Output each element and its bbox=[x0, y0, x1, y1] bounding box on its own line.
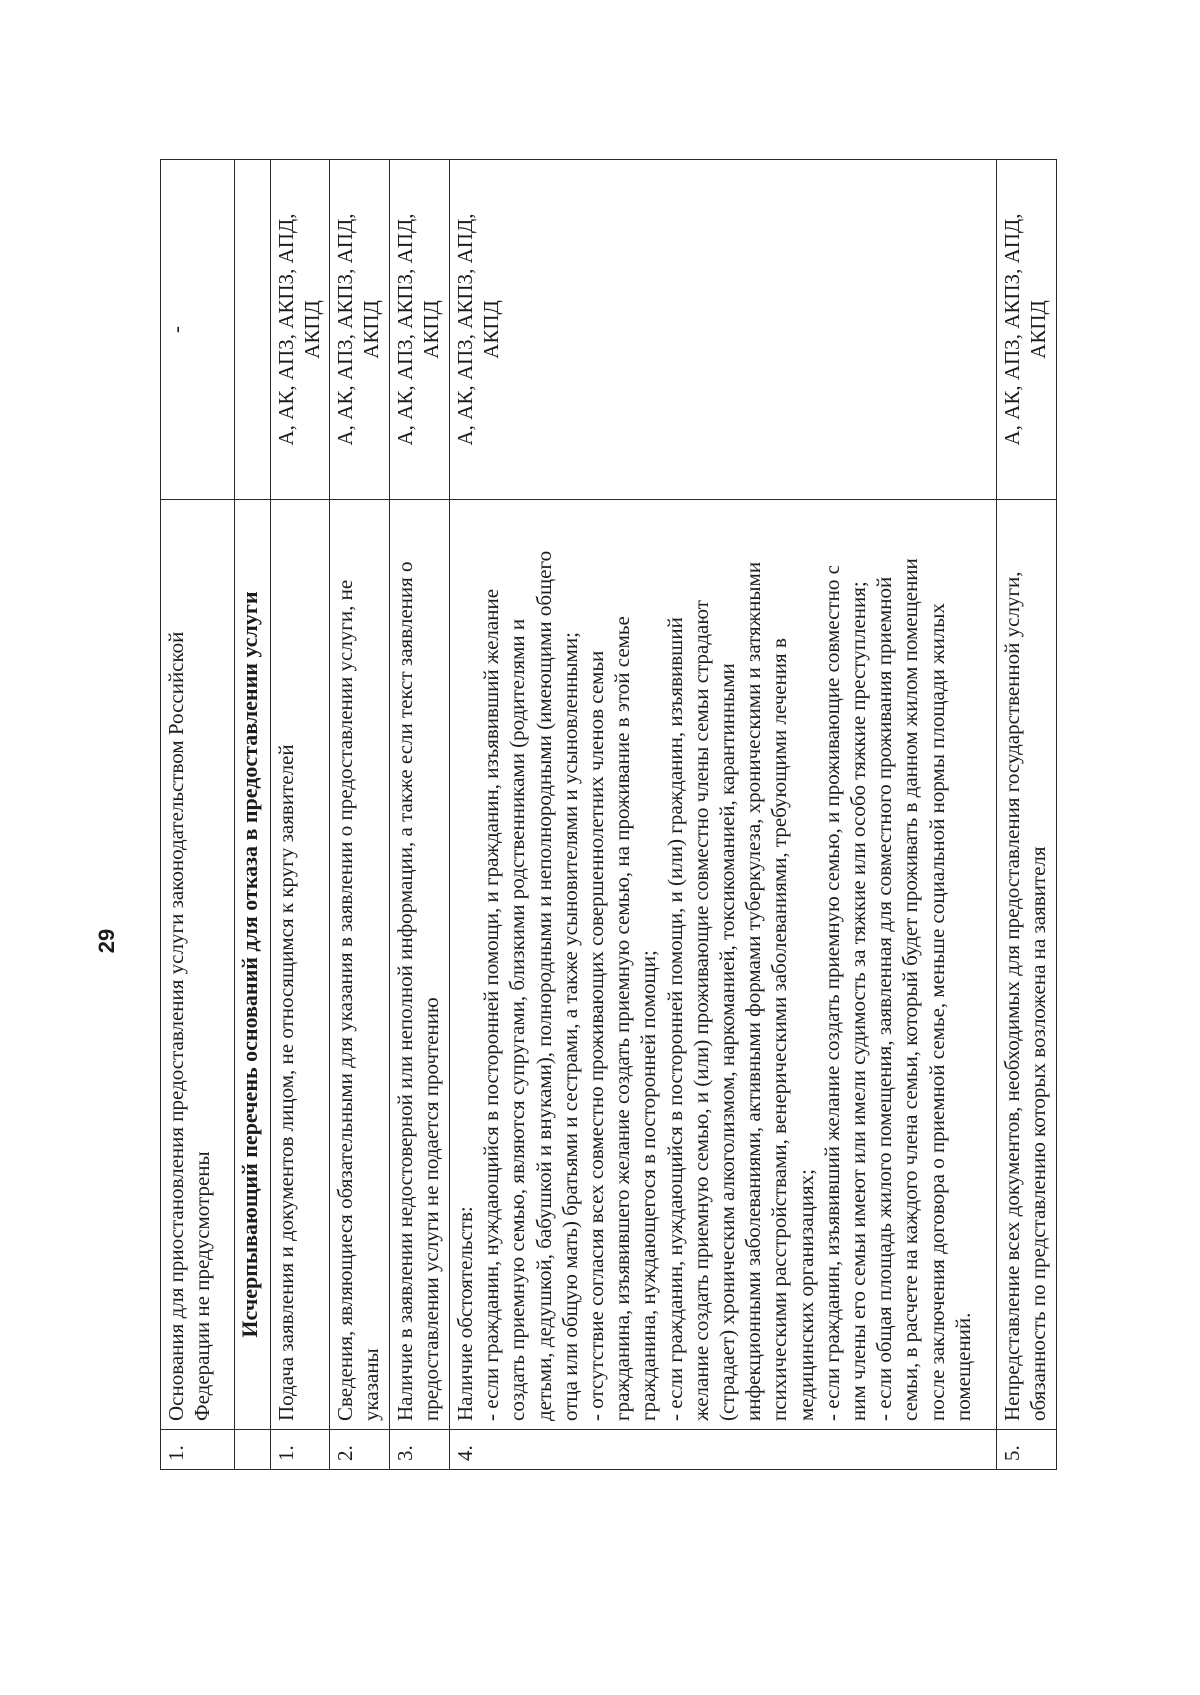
row-text bbox=[270, 500, 329, 1430]
text-line: медицинских организациях; bbox=[793, 1169, 818, 1421]
table-row bbox=[329, 160, 389, 1470]
text-line: обязанность по представлению которых возложена на заявителя bbox=[1026, 846, 1051, 1421]
row-text bbox=[329, 500, 389, 1430]
row-text bbox=[389, 500, 449, 1430]
grounds-table bbox=[160, 159, 1057, 1470]
table-section-heading-row bbox=[235, 160, 270, 1470]
text-line: указаны bbox=[359, 1348, 384, 1421]
row-codes bbox=[997, 160, 1057, 500]
row-number: 5. bbox=[997, 1430, 1057, 1470]
code-line: А, АК, АПЗ, АКПЗ, АПД, bbox=[392, 213, 417, 446]
text-line: - если гражданин, нуждающийся в посторонней помощи, и гражданин, изъявивший желание bbox=[479, 588, 504, 1421]
text-line: желание создать приемную семью, и (или) проживающие совместно члены семьи страдают bbox=[688, 600, 713, 1421]
code-line: АКПД bbox=[359, 300, 384, 359]
code-line: А, АК, АПЗ, АКПЗ, АПД, bbox=[452, 213, 477, 446]
text-line: Непредставление всех документов, необходимых для предоставления государственной услуги, bbox=[1000, 571, 1024, 1421]
row-number: 3. bbox=[389, 1430, 449, 1470]
heading-num-cell bbox=[235, 1430, 270, 1470]
table-row bbox=[270, 160, 329, 1470]
text-line: отца или общую мать) братьями и сестрами, а также усыновителями и усыновленными; bbox=[557, 632, 582, 1421]
row-number: 1. bbox=[161, 1430, 235, 1470]
text-line: Подача заявления и документов лицом, не относящимся к кругу заявителей bbox=[273, 744, 298, 1421]
code-line: АКПД bbox=[1026, 300, 1051, 359]
row-number: 2. bbox=[329, 1430, 389, 1470]
text-line: гражданина, изъявившего желание создать приемную семью, на проживание в этой семье bbox=[610, 616, 635, 1421]
table-row bbox=[389, 160, 449, 1470]
rotated-table-container bbox=[160, 160, 1057, 1470]
text-line: детьми, дедушкой, бабушкой и внуками), полнородными и неполнородными (имеющими общего bbox=[531, 550, 556, 1421]
section-heading: Исчерпывающий перечень оснований для отказа в предоставлении услуги bbox=[235, 500, 270, 1430]
code-line: АКПД bbox=[299, 300, 324, 359]
text-line: семьи, в расчете на каждого члена семьи, который будет проживать в данном жилом помещении bbox=[898, 558, 923, 1421]
code-line: АКПД bbox=[419, 300, 444, 359]
row-number: 1. bbox=[270, 1430, 329, 1470]
text-line: - если гражданин, нуждающийся в посторонней помощи, и (или) гражданин, изъявивший bbox=[662, 617, 687, 1421]
text-line: помещений. bbox=[950, 1312, 975, 1421]
code-line: А, АК, АПЗ, АКПЗ, АПД, bbox=[1000, 213, 1024, 446]
row-text bbox=[161, 500, 235, 1430]
text-line: предоставлении услуги не подается прочтению bbox=[419, 997, 444, 1421]
text-line: после заключения договора о приемной семье, меньше социальной нормы площади жилых bbox=[924, 603, 949, 1421]
text-line: (страдает) хроническим алкоголизмом, наркоманией, токсикоманией, карантинными bbox=[714, 663, 739, 1421]
text-line: Основания для приостановления предоставления услуги законодательством Российской bbox=[164, 631, 188, 1421]
table-row bbox=[997, 160, 1057, 1470]
table-row bbox=[449, 160, 996, 1470]
text-line: Наличие обстоятельств: bbox=[452, 1206, 477, 1421]
text-line: инфекционными заболеваниями, активными формами туберкулеза, хроническими и затяжными bbox=[741, 561, 766, 1421]
text-line: - если гражданин, изъявивший желание создать приемную семью, и проживающие совместно с bbox=[819, 565, 844, 1421]
text-line: гражданина, нуждающегося в посторонней помощи; bbox=[636, 950, 661, 1421]
text-line: создать приемную семью, являются супругами, близкими родственниками (родителями и bbox=[505, 618, 530, 1421]
row-number: 4. bbox=[449, 1430, 996, 1470]
code-line: А, АК, АПЗ, АКПЗ, АПД, bbox=[332, 213, 357, 446]
row-codes: - bbox=[161, 160, 235, 500]
table-row-intro bbox=[161, 160, 235, 1470]
row-codes bbox=[270, 160, 329, 500]
row-text bbox=[997, 500, 1057, 1430]
heading-code-cell bbox=[235, 160, 270, 500]
text-line: ним члены его семьи имеют или имели судимость за тяжкие или особо тяжкие преступления; bbox=[845, 581, 870, 1421]
row-codes bbox=[449, 160, 996, 500]
row-codes bbox=[329, 160, 389, 500]
text-line: - отсутствие согласия всех совместно проживающих совершеннолетних членов семьи bbox=[583, 650, 608, 1421]
code-line: АКПД bbox=[479, 300, 504, 359]
text-line: - если общая площадь жилого помещения, заявленная для совместного проживания приемной bbox=[872, 576, 897, 1421]
row-codes bbox=[389, 160, 449, 500]
text-line: Федерации не предусмотрены bbox=[190, 1151, 215, 1421]
text-line: Наличие в заявлении недостоверной или неполной информации, а также если текст заявления о bbox=[392, 561, 417, 1421]
text-line: психическими расстройствами, венерическими заболеваниями, требующими лечения в bbox=[767, 638, 792, 1421]
text-line: Сведения, являющиеся обязательными для указания в заявлении о предоставлении услуги, не bbox=[332, 579, 357, 1421]
page-number: 29 bbox=[94, 928, 120, 954]
code-line: А, АК, АПЗ, АКПЗ, АПД, bbox=[273, 213, 298, 446]
row-text bbox=[449, 500, 996, 1430]
